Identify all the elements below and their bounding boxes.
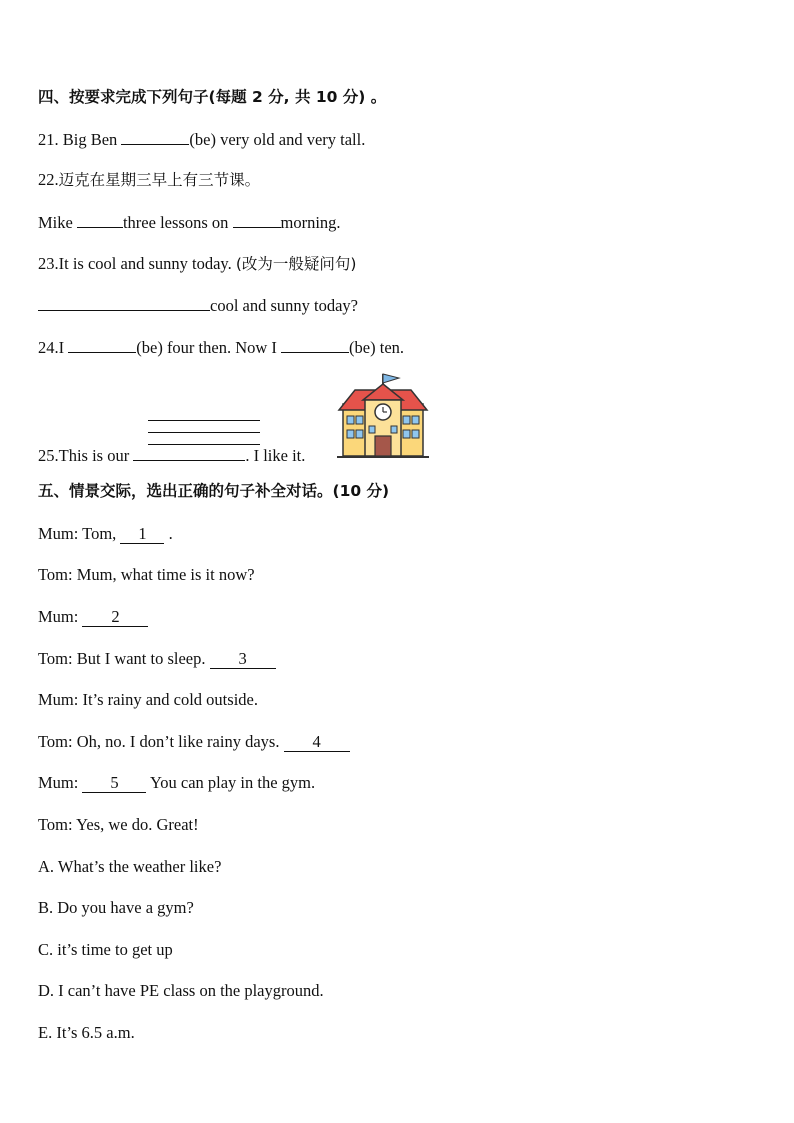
- question-text: Mike: [38, 213, 73, 232]
- question-number: 25.: [38, 446, 59, 465]
- dialogue-line: [38, 565, 255, 585]
- answer-blank[interactable]: [121, 129, 189, 145]
- speaker-label: Tom:: [38, 815, 73, 834]
- question-text: three lessons on: [122, 213, 229, 232]
- speaker-label: Mum:: [38, 773, 79, 792]
- answer-blank[interactable]: [233, 212, 281, 228]
- question-text: Big Ben: [62, 130, 118, 149]
- question-22-answer: [38, 212, 341, 233]
- question-number: 21.: [38, 130, 59, 149]
- speaker-label: Tom:: [38, 732, 73, 751]
- numbered-blank[interactable]: 1: [120, 525, 164, 544]
- dialogue-text: Oh, no. I don’t like rainy days.: [76, 732, 280, 751]
- section-5-heading: 五、情景交际，选出正确的句子补全对话。(10 分): [38, 482, 390, 500]
- dialogue-line: [38, 773, 315, 793]
- speaker-label: Tom:: [38, 649, 73, 668]
- question-text: It is cool and sunny today.: [58, 254, 236, 273]
- option-item: C. it’s time to get up: [38, 940, 173, 959]
- dialogue-text: Tom,: [82, 524, 117, 543]
- question-23-prompt: [38, 254, 356, 274]
- question-22-prompt: [38, 170, 260, 190]
- speaker-label: Mum:: [38, 607, 79, 626]
- numbered-blank[interactable]: 3: [210, 650, 276, 669]
- dialogue-text: You can play in the gym.: [146, 773, 316, 792]
- answer-blank[interactable]: [77, 212, 123, 228]
- question-number: 22.: [38, 170, 59, 189]
- school-building-illustration: [335, 370, 431, 462]
- question-text: I: [58, 338, 65, 357]
- section-4-heading: 四、按要求完成下列句子(每题 2 分, 共 10 分) 。: [38, 88, 387, 106]
- question-text: (be) ten.: [349, 338, 405, 357]
- dialogue-line: [38, 815, 199, 835]
- dialogue-line: [38, 649, 276, 669]
- speaker-label: Tom:: [38, 565, 73, 584]
- option-item: E. It’s 6.5 a.m.: [38, 1023, 135, 1042]
- dialogue-text: Mum, what time is it now?: [76, 565, 255, 584]
- question-text: This is our: [58, 446, 130, 465]
- question-25: [38, 445, 305, 466]
- instruction-note: (改为一般疑问句): [235, 255, 357, 273]
- question-23-answer: [38, 295, 358, 316]
- dialogue-line: [38, 607, 148, 627]
- dialogue-text: But I want to sleep.: [76, 649, 206, 668]
- chinese-sentence: 迈克在星期三早上有三节课。: [58, 171, 261, 189]
- answer-blank[interactable]: [68, 337, 136, 353]
- dialogue-text: .: [164, 524, 173, 543]
- writing-line[interactable]: [148, 432, 260, 433]
- question-text: (be) four then. Now I: [136, 338, 277, 357]
- speaker-label: Mum:: [38, 690, 79, 709]
- answer-blank[interactable]: [38, 295, 210, 311]
- question-24: [38, 337, 404, 358]
- numbered-blank[interactable]: 2: [82, 608, 148, 627]
- speaker-label: Mum:: [38, 524, 79, 543]
- answer-blank[interactable]: [281, 337, 349, 353]
- numbered-blank[interactable]: 4: [284, 733, 350, 752]
- dialogue-line: [38, 732, 350, 752]
- dialogue-text: It’s rainy and cold outside.: [82, 690, 258, 709]
- question-number: 23.: [38, 254, 59, 273]
- question-number: 24.: [38, 338, 59, 357]
- answer-blank[interactable]: [133, 445, 245, 461]
- question-text: morning.: [280, 213, 341, 232]
- question-text: cool and sunny today?: [210, 296, 359, 315]
- dialogue-line: [38, 524, 173, 544]
- option-item: A. What’s the weather like?: [38, 857, 222, 876]
- numbered-blank[interactable]: 5: [82, 774, 146, 793]
- question-text: . I like it.: [245, 446, 306, 465]
- dialogue-line: [38, 690, 258, 710]
- option-item: D. I can’t have PE class on the playground.: [38, 981, 324, 1000]
- dialogue-text: Yes, we do. Great!: [76, 815, 199, 834]
- option-item: B. Do you have a gym?: [38, 898, 194, 917]
- question-21: [38, 129, 365, 150]
- writing-line[interactable]: [148, 420, 260, 421]
- question-text: (be) very old and very tall.: [189, 130, 366, 149]
